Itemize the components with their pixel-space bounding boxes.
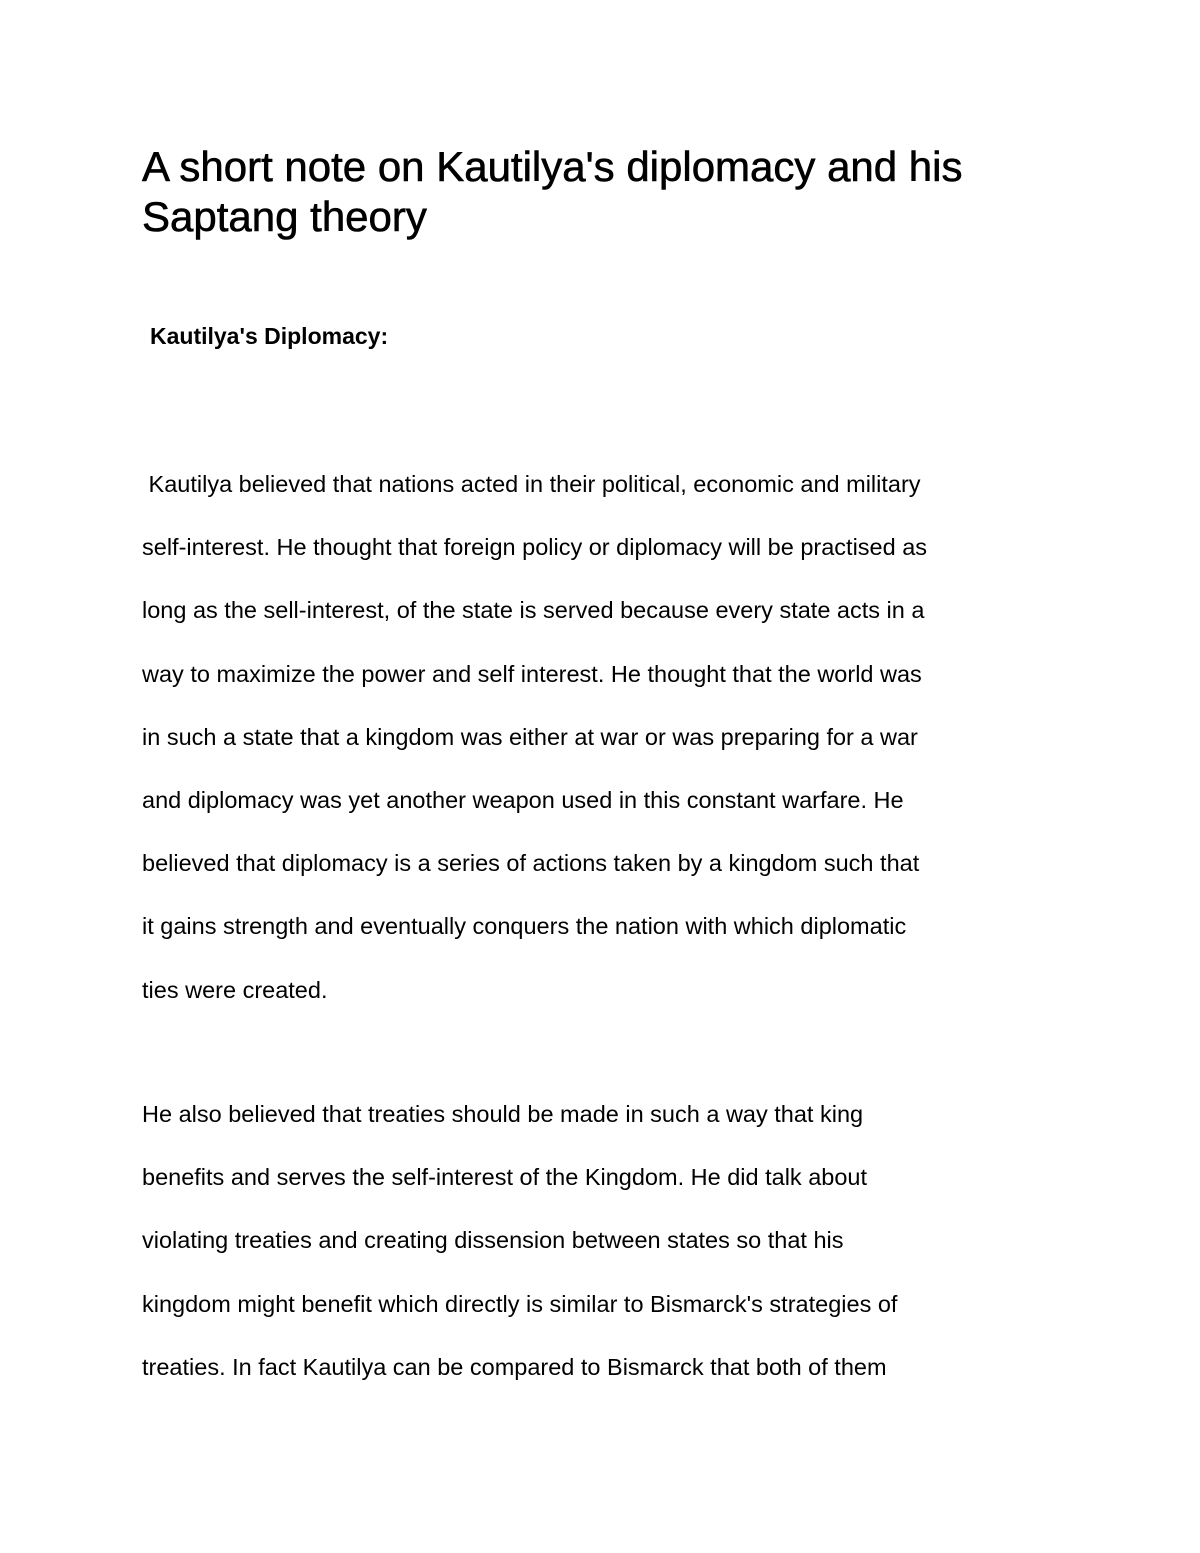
paragraph-line: benefits and serves the self-interest of the Kingdom. He did talk about xyxy=(142,1164,868,1191)
paragraph-line: treaties. In fact Kautilya can be compared to Bismarck that both of them xyxy=(142,1353,887,1380)
paragraph-line: ties were created. xyxy=(142,976,328,1003)
paragraph-1 xyxy=(142,453,1072,1022)
paragraph-line: in such a state that a kingdom was either at war or was preparing for a war xyxy=(142,723,918,750)
paragraph-line: believed that diplomacy is a series of actions taken by a kingdom such that xyxy=(142,850,920,877)
paragraph-line: long as the sell-interest, of the state is served because every state acts in a xyxy=(142,597,925,624)
paragraph-line: and diplomacy was yet another weapon used in this constant warfare. He xyxy=(142,787,904,814)
paragraph-line: self-interest. He thought that foreign policy or diplomacy will be practised as xyxy=(142,534,928,561)
paragraph-line: way to maximize the power and self interest. He thought that the world was xyxy=(142,660,922,687)
paragraph-line: it gains strength and eventually conquers the nation with which diplomatic xyxy=(142,913,907,940)
paragraph-line: kingdom might benefit which directly is similar to Bismarck's strategies of xyxy=(142,1290,898,1317)
document-title: A short note on Kautilya's diplomacy and his Saptang theory xyxy=(142,143,963,240)
section-heading: Kautilya's Diplomacy: xyxy=(150,323,389,349)
paragraph-line: Kautilya believed that nations acted in their political, economic and military xyxy=(142,471,921,497)
paragraph-line: violating treaties and creating dissension between states so that his xyxy=(142,1227,844,1254)
paragraph-line: He also believed that treaties should be made in such a way that king xyxy=(142,1101,864,1127)
paragraph-2 xyxy=(142,1083,1072,1399)
